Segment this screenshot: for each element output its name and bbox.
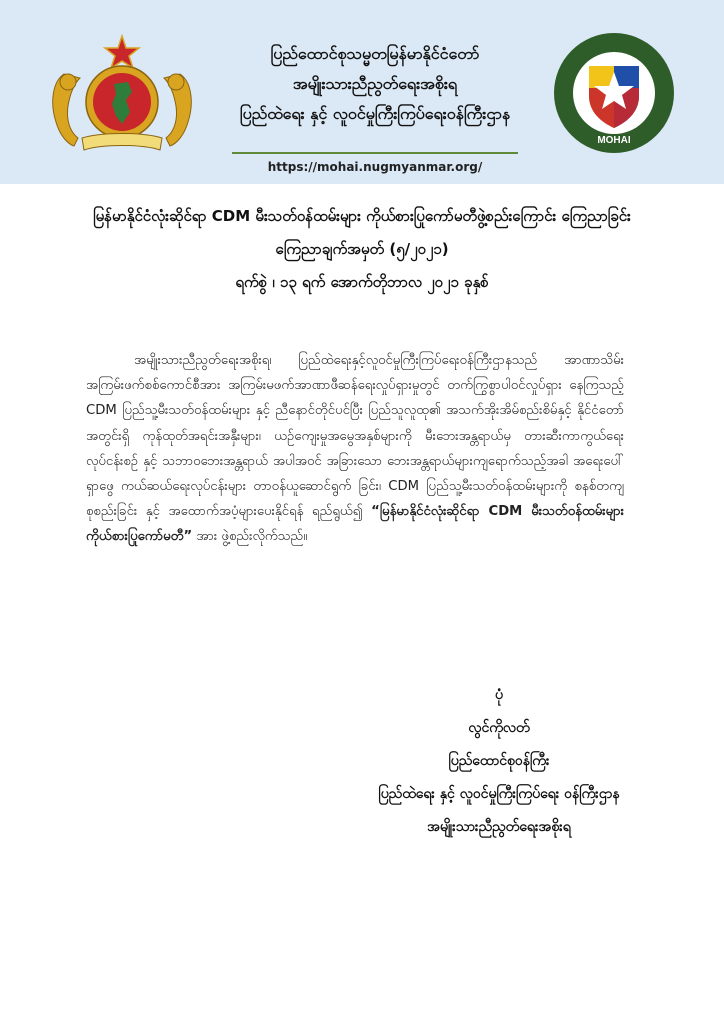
- announcement-title: မြန်မာနိုင်ငံလုံးဆိုင်ရာ CDM မီးသတ်ဝန်ထမ်းများ ကိုယ်စားပြုကော်မတီဖွဲ့စည်းကြောင်း ကြေညာခြင်း: [93, 207, 631, 225]
- header-divider: [232, 152, 518, 154]
- signatory-government: အမျိုးသားညီညွတ်ရေးအစိုးရ: [427, 819, 571, 835]
- ministry-name: ပြည်ထဲရေး နှင့် လူဝင်မှုကြီးကြပ်ရေးဝန်ကြီးဌာန: [239, 104, 511, 123]
- government-name: အမျိုးသားညီညွတ်ရေးအစိုးရ: [292, 74, 458, 93]
- signatory-name: လွင်ကိုလတ်: [468, 720, 530, 736]
- state-seal-emblem: [42, 34, 202, 160]
- announcement-number: ကြေညာချက်အမှတ် (၅/၂၀၂၁): [275, 240, 449, 258]
- announcement-title-block: [60, 206, 664, 305]
- letterhead: [0, 0, 724, 184]
- body-text-closing: အား ဖွဲ့စည်းလိုက်သည်။: [192, 529, 308, 545]
- signatory-title: ပြည်ထောင်စုဝန်ကြီး: [448, 753, 550, 769]
- announcement-date: ရက်စွဲ ၊ ၁၃ ရက် အောက်တိုဘာလ ၂၀၂၁ ခုနှစ်: [235, 273, 489, 291]
- mohai-logo-text: MOHAI: [597, 135, 631, 146]
- mohai-logo: [553, 32, 675, 154]
- body-text-main: အမျိုးသားညီညွတ်ရေးအစိုးရ၊ ပြည်ထဲရေးနှင့်လူဝင်မှုကြီးကြပ်ရေးဝန်ကြီးဌာနသည် အာဏာသိမ်း အကြမ်းဖက်စစ်ကောင်စီအား အကြမ်းမဖက်အာဏာဖီဆန်ရေးလှုပ်ရှားမှုတွင် တက်ကြွစွာပါဝင်လှုပ်ရှား နေကြသည့် CDM ပြည်သူ့မီးသတ်ဝန်ထမ်းများ နှင့် ညီနောင်တိုင်ပင်ပြီး ပြည်သူလူထု၏ အသက်အိုးအိမ်စည်းစိမ်နှင့် နိုင်ငံတော်အတွင်းရှိ ကုန်ထုတ်အရင်းအနှီးများ၊ ယဉ်ကျေးမှုအမွေအနှစ်များကို မီးဘေးအန္တရာယ်မှ တားဆီးကာကွယ်ရေးလုပ်ငန်းစဉ် နှင့် သဘာဝဘေးအန္တရာယ် အပါအဝင် အခြားသော ဘေးအန္တရာယ်များကျရောက်သည့်အခါ အရေးပေါ်ရှာဖွေ ကယ်ဆယ်ရေးလုပ်ငန်းများ တာဝန်ယူဆောင်ရွက် ခြင်း၊ CDM ပြည်သူ့မီးသတ်ဝန်ထမ်းများကို စနစ်တကျစုစည်းခြင်း နှင့် အထောက်အပံ့များပေးနိုင်ရန် ရည်ရွယ်၍: [86, 353, 624, 520]
- signature-mark: ပုံ: [495, 687, 503, 703]
- announcement-body: [86, 348, 624, 550]
- signature-block: [354, 685, 644, 850]
- committee-name: “မြန်မာနိုင်ငံလုံးဆိုင်ရာ CDM မီးသတ်ဝန်ထမ်းများ ကိုယ်စားပြုကော်မတီ”: [86, 504, 624, 545]
- ministry-website-link[interactable]: https://mohai.nugmyanmar.org/: [267, 160, 483, 174]
- country-name: ပြည်ထောင်စုသမ္မတမြန်မာနိုင်ငံတော်: [270, 44, 480, 63]
- signatory-ministry: ပြည်ထဲရေး နှင့် လူဝင်မှုကြီးကြပ်ရေး ဝန်ကြီးဌာန: [378, 786, 620, 802]
